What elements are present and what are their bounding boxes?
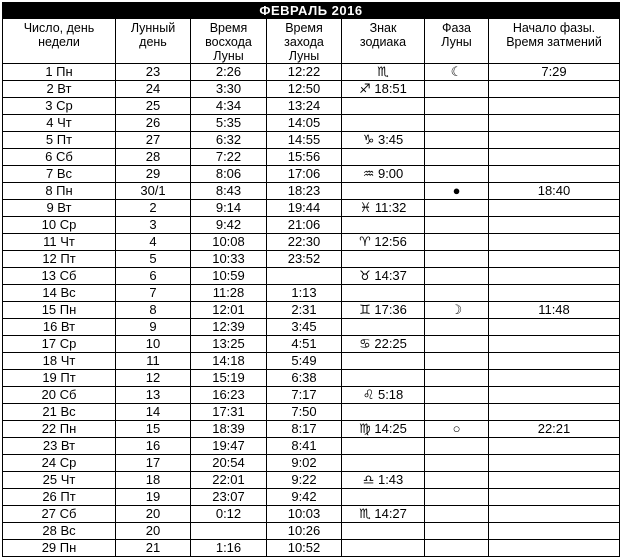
zodiac-sign-cell xyxy=(342,149,425,166)
zodiac-sign-cell xyxy=(342,319,425,336)
zodiac-sign-cell: ♑ 3:45 xyxy=(342,132,425,149)
table-row xyxy=(3,149,620,166)
phase-time-cell xyxy=(489,387,620,404)
day-cell: 15 Пн xyxy=(3,302,116,319)
moonset-cell xyxy=(267,268,342,285)
lunar-day-cell: 26 xyxy=(116,115,191,132)
lunar-day-cell: 17 xyxy=(116,455,191,472)
lunar-day-cell: 3 xyxy=(116,217,191,234)
table-row xyxy=(3,64,620,81)
day-cell: 7 Вс xyxy=(3,166,116,183)
phase-time-cell xyxy=(489,523,620,540)
day-cell: 19 Пт xyxy=(3,370,116,387)
moonset-cell: 17:06 xyxy=(267,166,342,183)
lunar-day-cell: 29 xyxy=(116,166,191,183)
day-cell: 11 Чт xyxy=(3,234,116,251)
zodiac-sign-cell: ♍ 14:25 xyxy=(342,421,425,438)
moonrise-cell: 16:23 xyxy=(191,387,267,404)
day-cell: 20 Сб xyxy=(3,387,116,404)
day-cell: 16 Вт xyxy=(3,319,116,336)
moon-phase-cell xyxy=(425,387,489,404)
moon-phase-cell xyxy=(425,489,489,506)
moon-phase-cell xyxy=(425,251,489,268)
day-cell: 13 Сб xyxy=(3,268,116,285)
zodiac-sign-cell: ♌ 5:18 xyxy=(342,387,425,404)
lunar-day-cell: 6 xyxy=(116,268,191,285)
phase-time-cell xyxy=(489,336,620,353)
moonset-cell: 22:30 xyxy=(267,234,342,251)
zodiac-sign-cell xyxy=(342,353,425,370)
lunar-day-cell: 18 xyxy=(116,472,191,489)
zodiac-sign-cell xyxy=(342,285,425,302)
zodiac-sign-cell: ♏ 14:27 xyxy=(342,506,425,523)
zodiac-sign-cell xyxy=(342,523,425,540)
moonrise-cell: 10:59 xyxy=(191,268,267,285)
zodiac-sign-cell: ♎ 1:43 xyxy=(342,472,425,489)
moonset-cell: 2:31 xyxy=(267,302,342,319)
table-row xyxy=(3,268,620,285)
moonset-cell: 9:42 xyxy=(267,489,342,506)
moonrise-cell: 8:06 xyxy=(191,166,267,183)
moonrise-cell: 22:01 xyxy=(191,472,267,489)
moon-phase-cell xyxy=(425,455,489,472)
moonset-cell: 4:51 xyxy=(267,336,342,353)
moonrise-cell: 7:22 xyxy=(191,149,267,166)
header-lunar-day: Лунный день xyxy=(116,19,191,64)
table-row xyxy=(3,319,620,336)
moon-phase-cell xyxy=(425,438,489,455)
moonrise-cell: 9:14 xyxy=(191,200,267,217)
table-row xyxy=(3,387,620,404)
day-cell: 26 Пт xyxy=(3,489,116,506)
moonrise-cell: 14:18 xyxy=(191,353,267,370)
phase-time-cell xyxy=(489,455,620,472)
lunar-day-cell: 20 xyxy=(116,506,191,523)
header-moonset: Время захода Луны xyxy=(267,19,342,64)
table-row xyxy=(3,234,620,251)
zodiac-sign-cell: ♐ 18:51 xyxy=(342,81,425,98)
moonset-cell: 14:55 xyxy=(267,132,342,149)
moonrise-cell: 18:39 xyxy=(191,421,267,438)
moonrise-cell xyxy=(191,523,267,540)
moon-phase-cell: ☽ xyxy=(425,302,489,319)
moonset-cell: 14:05 xyxy=(267,115,342,132)
day-cell: 10 Ср xyxy=(3,217,116,234)
moonrise-cell: 20:54 xyxy=(191,455,267,472)
day-cell: 25 Чт xyxy=(3,472,116,489)
day-cell: 21 Вс xyxy=(3,404,116,421)
moonrise-cell: 4:34 xyxy=(191,98,267,115)
phase-time-cell xyxy=(489,81,620,98)
moonset-cell: 7:17 xyxy=(267,387,342,404)
moon-phase-cell xyxy=(425,523,489,540)
phase-time-cell xyxy=(489,132,620,149)
day-cell: 3 Ср xyxy=(3,98,116,115)
day-cell: 17 Ср xyxy=(3,336,116,353)
lunar-day-cell: 4 xyxy=(116,234,191,251)
lunar-day-cell: 30/1 xyxy=(116,183,191,200)
moonset-cell: 5:49 xyxy=(267,353,342,370)
moonset-cell: 6:38 xyxy=(267,370,342,387)
day-cell: 2 Вт xyxy=(3,81,116,98)
lunar-day-cell: 20 xyxy=(116,523,191,540)
phase-time-cell: 11:48 xyxy=(489,302,620,319)
table-row xyxy=(3,115,620,132)
table-row xyxy=(3,336,620,353)
phase-time-cell xyxy=(489,217,620,234)
zodiac-sign-cell xyxy=(342,489,425,506)
phase-time-cell xyxy=(489,319,620,336)
moonrise-cell: 0:12 xyxy=(191,506,267,523)
lunar-day-cell: 27 xyxy=(116,132,191,149)
day-cell: 28 Вс xyxy=(3,523,116,540)
moonset-cell: 10:03 xyxy=(267,506,342,523)
day-cell: 4 Чт xyxy=(3,115,116,132)
moonset-cell: 8:17 xyxy=(267,421,342,438)
phase-time-cell xyxy=(489,370,620,387)
day-cell: 12 Пт xyxy=(3,251,116,268)
moon-phase-cell xyxy=(425,149,489,166)
moonset-cell: 13:24 xyxy=(267,98,342,115)
phase-time-cell: 7:29 xyxy=(489,64,620,81)
table-row xyxy=(3,506,620,523)
day-cell: 14 Вс xyxy=(3,285,116,302)
moonset-cell: 10:26 xyxy=(267,523,342,540)
phase-time-cell xyxy=(489,404,620,421)
table-row xyxy=(3,81,620,98)
lunar-day-cell: 12 xyxy=(116,370,191,387)
table-row xyxy=(3,166,620,183)
moonrise-cell: 6:32 xyxy=(191,132,267,149)
lunar-day-cell: 11 xyxy=(116,353,191,370)
lunar-calendar-table xyxy=(2,2,620,557)
moonset-cell: 12:22 xyxy=(267,64,342,81)
moonset-cell: 3:45 xyxy=(267,319,342,336)
header-zodiac: Знак зодиака xyxy=(342,19,425,64)
moon-phase-cell xyxy=(425,336,489,353)
zodiac-sign-cell xyxy=(342,217,425,234)
moon-phase-cell xyxy=(425,115,489,132)
header-phase-start: Начало фазы. Время затмений xyxy=(489,19,620,64)
table-title: ФЕВРАЛЬ 2016 xyxy=(3,3,620,19)
moon-phase-cell xyxy=(425,370,489,387)
table-row xyxy=(3,183,620,200)
day-cell: 27 Сб xyxy=(3,506,116,523)
moonrise-cell: 5:35 xyxy=(191,115,267,132)
zodiac-sign-cell: ♊ 17:36 xyxy=(342,302,425,319)
zodiac-sign-cell xyxy=(342,98,425,115)
moonrise-cell: 11:28 xyxy=(191,285,267,302)
moonrise-cell: 8:43 xyxy=(191,183,267,200)
table-row xyxy=(3,302,620,319)
phase-time-cell xyxy=(489,268,620,285)
phase-time-cell xyxy=(489,438,620,455)
header-moonrise: Время восхода Луны xyxy=(191,19,267,64)
zodiac-sign-cell: ♈ 12:56 xyxy=(342,234,425,251)
moon-phase-cell xyxy=(425,234,489,251)
lunar-day-cell: 19 xyxy=(116,489,191,506)
phase-time-cell xyxy=(489,506,620,523)
day-cell: 1 Пн xyxy=(3,64,116,81)
moon-phase-cell: ● xyxy=(425,183,489,200)
lunar-day-cell: 2 xyxy=(116,200,191,217)
table-row xyxy=(3,251,620,268)
zodiac-sign-cell xyxy=(342,438,425,455)
moon-phase-cell xyxy=(425,319,489,336)
moon-phase-cell xyxy=(425,166,489,183)
moonset-cell: 1:13 xyxy=(267,285,342,302)
zodiac-sign-cell: ♋ 22:25 xyxy=(342,336,425,353)
phase-time-cell xyxy=(489,472,620,489)
lunar-day-cell: 7 xyxy=(116,285,191,302)
lunar-day-cell: 16 xyxy=(116,438,191,455)
table-row xyxy=(3,353,620,370)
day-cell: 23 Вт xyxy=(3,438,116,455)
moon-phase-cell xyxy=(425,404,489,421)
moonrise-cell: 2:26 xyxy=(191,64,267,81)
lunar-day-cell: 14 xyxy=(116,404,191,421)
day-cell: 24 Ср xyxy=(3,455,116,472)
moonrise-cell: 9:42 xyxy=(191,217,267,234)
table-row xyxy=(3,455,620,472)
phase-time-cell xyxy=(489,200,620,217)
header-phase: Фаза Луны xyxy=(425,19,489,64)
zodiac-sign-cell: ♒ 9:00 xyxy=(342,166,425,183)
moonrise-cell: 17:31 xyxy=(191,404,267,421)
moonset-cell: 19:44 xyxy=(267,200,342,217)
moonset-cell: 18:23 xyxy=(267,183,342,200)
moon-phase-cell xyxy=(425,98,489,115)
phase-time-cell xyxy=(489,251,620,268)
moonset-cell: 10:52 xyxy=(267,540,342,557)
lunar-day-cell: 10 xyxy=(116,336,191,353)
moon-phase-cell xyxy=(425,285,489,302)
day-cell: 22 Пн xyxy=(3,421,116,438)
zodiac-sign-cell xyxy=(342,404,425,421)
phase-time-cell xyxy=(489,149,620,166)
zodiac-sign-cell: ♏ xyxy=(342,64,425,81)
moon-phase-cell xyxy=(425,472,489,489)
zodiac-sign-cell xyxy=(342,183,425,200)
lunar-day-cell: 28 xyxy=(116,149,191,166)
table-row xyxy=(3,285,620,302)
phase-time-cell: 18:40 xyxy=(489,183,620,200)
lunar-day-cell: 23 xyxy=(116,64,191,81)
day-cell: 8 Пн xyxy=(3,183,116,200)
table-row xyxy=(3,438,620,455)
moonset-cell: 21:06 xyxy=(267,217,342,234)
zodiac-sign-cell: ♉ 14:37 xyxy=(342,268,425,285)
phase-time-cell xyxy=(489,115,620,132)
moonrise-cell: 15:19 xyxy=(191,370,267,387)
phase-time-cell: 22:21 xyxy=(489,421,620,438)
moonset-cell: 8:41 xyxy=(267,438,342,455)
moonrise-cell: 19:47 xyxy=(191,438,267,455)
moonrise-cell: 12:39 xyxy=(191,319,267,336)
table-row xyxy=(3,370,620,387)
header-day: Число, день недели xyxy=(3,19,116,64)
lunar-day-cell: 9 xyxy=(116,319,191,336)
day-cell: 29 Пн xyxy=(3,540,116,557)
day-cell: 5 Пт xyxy=(3,132,116,149)
moon-phase-cell xyxy=(425,353,489,370)
phase-time-cell xyxy=(489,166,620,183)
zodiac-sign-cell xyxy=(342,455,425,472)
moonset-cell: 9:22 xyxy=(267,472,342,489)
moonrise-cell: 10:33 xyxy=(191,251,267,268)
zodiac-sign-cell xyxy=(342,115,425,132)
moonset-cell: 7:50 xyxy=(267,404,342,421)
moon-phase-cell xyxy=(425,268,489,285)
table-row xyxy=(3,523,620,540)
moonset-cell: 12:50 xyxy=(267,81,342,98)
moonrise-cell: 13:25 xyxy=(191,336,267,353)
lunar-day-cell: 15 xyxy=(116,421,191,438)
table-row xyxy=(3,132,620,149)
table-row xyxy=(3,421,620,438)
zodiac-sign-cell: ♓ 11:32 xyxy=(342,200,425,217)
moon-phase-cell xyxy=(425,506,489,523)
table-row xyxy=(3,217,620,234)
table-row xyxy=(3,200,620,217)
lunar-day-cell: 24 xyxy=(116,81,191,98)
moonrise-cell: 12:01 xyxy=(191,302,267,319)
table-row xyxy=(3,404,620,421)
moon-phase-cell xyxy=(425,200,489,217)
moon-phase-cell xyxy=(425,81,489,98)
phase-time-cell xyxy=(489,353,620,370)
moon-phase-cell: ☾ xyxy=(425,64,489,81)
phase-time-cell xyxy=(489,489,620,506)
zodiac-sign-cell xyxy=(342,370,425,387)
phase-time-cell xyxy=(489,285,620,302)
lunar-day-cell: 21 xyxy=(116,540,191,557)
moon-phase-cell xyxy=(425,217,489,234)
table-row xyxy=(3,489,620,506)
moonrise-cell: 23:07 xyxy=(191,489,267,506)
moonset-cell: 23:52 xyxy=(267,251,342,268)
phase-time-cell xyxy=(489,98,620,115)
moonset-cell: 15:56 xyxy=(267,149,342,166)
lunar-day-cell: 13 xyxy=(116,387,191,404)
moon-phase-cell xyxy=(425,132,489,149)
moonrise-cell: 10:08 xyxy=(191,234,267,251)
lunar-day-cell: 5 xyxy=(116,251,191,268)
moonset-cell: 9:02 xyxy=(267,455,342,472)
zodiac-sign-cell xyxy=(342,251,425,268)
day-cell: 18 Чт xyxy=(3,353,116,370)
moonrise-cell: 3:30 xyxy=(191,81,267,98)
moonrise-cell: 1:16 xyxy=(191,540,267,557)
day-cell: 9 Вт xyxy=(3,200,116,217)
table-row xyxy=(3,472,620,489)
lunar-day-cell: 25 xyxy=(116,98,191,115)
table-row xyxy=(3,98,620,115)
lunar-day-cell: 8 xyxy=(116,302,191,319)
moon-phase-cell: ○ xyxy=(425,421,489,438)
day-cell: 6 Сб xyxy=(3,149,116,166)
phase-time-cell xyxy=(489,234,620,251)
